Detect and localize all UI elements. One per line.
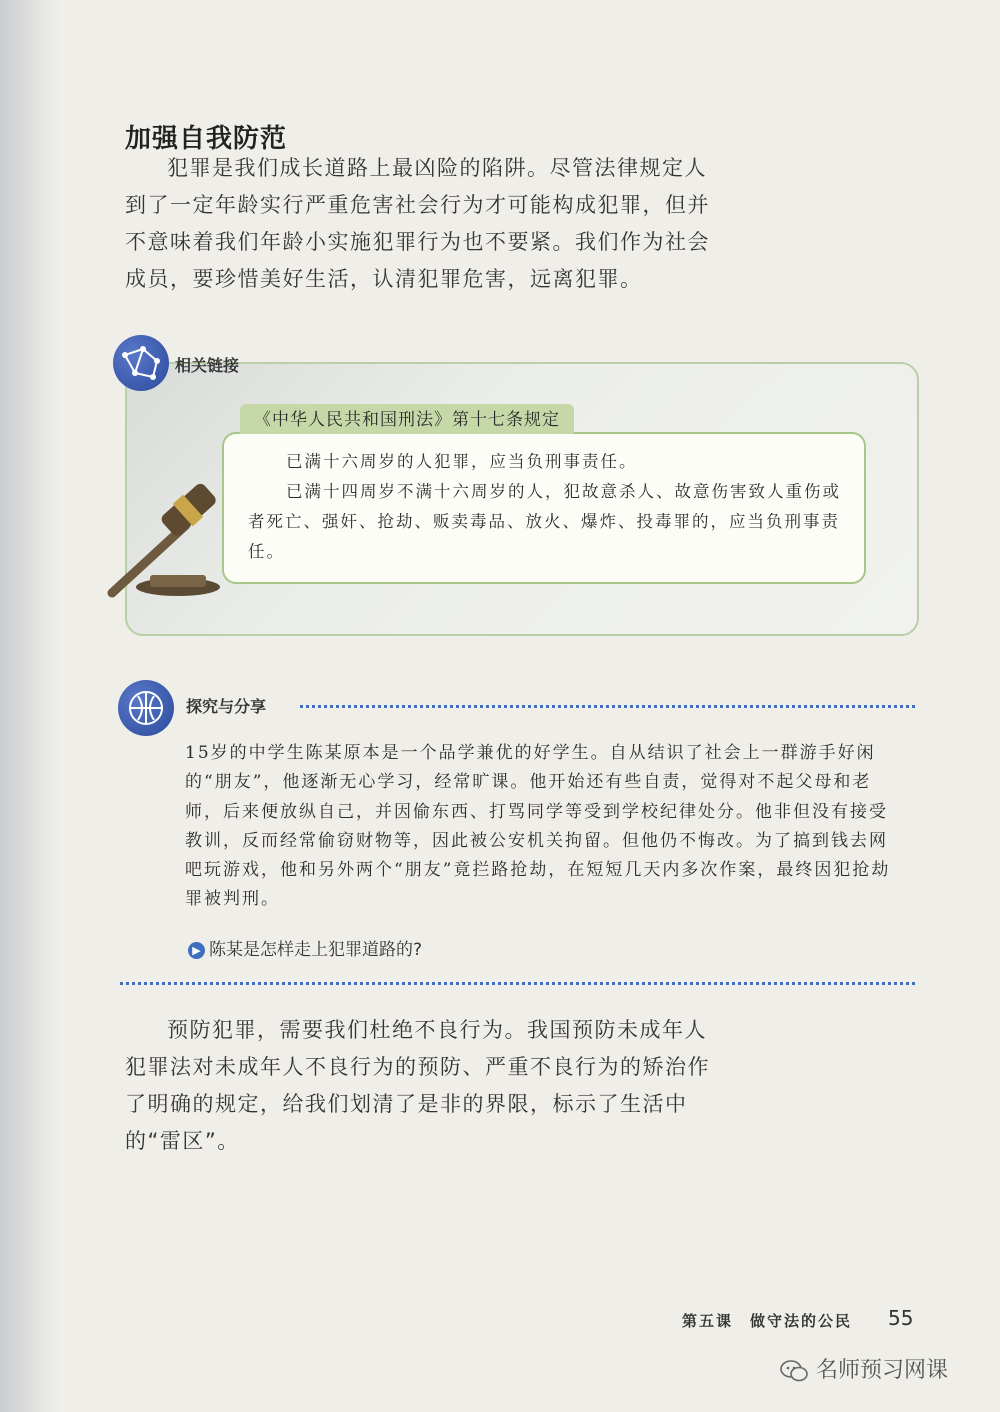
network-icon	[113, 335, 169, 391]
law-text-line1: 已满十六周岁的人犯罪，应当负刑事责任。	[286, 452, 638, 471]
law-title: 《中华人民共和国刑法》第十七条规定	[240, 404, 574, 434]
prevention-paragraph: 预防犯罪，需要我们杜绝不良行为。我国预防未成年人犯罪法对未成年人不良行为的预防、严重不良行为的矫治作了明确的规定，给我们划清了是非的界限，标示了生活中的“雷区”。	[125, 1018, 710, 1153]
discussion-question	[188, 935, 422, 960]
wechat-icon	[780, 1360, 808, 1382]
question-text: 陈某是怎样走上犯罪道路的?	[209, 940, 423, 960]
gavel-icon	[100, 475, 240, 605]
section-title: 加强自我防范	[125, 124, 288, 154]
intro-paragraph: 犯罪是我们成长道路上最凶险的陷阱。尽管法律规定人到了一定年龄实行严重危害社会行为才可能构成犯罪，但并不意味着我们年龄小实施犯罪行为也不要紧。我们作为社会成员，要珍惜美好生活，认清犯罪危害，远离犯罪。	[125, 156, 710, 291]
watermark	[780, 1353, 948, 1384]
dotted-divider-bottom	[120, 982, 915, 985]
watermark-text: 名师预习网课	[816, 1358, 949, 1383]
law-text-line2: 已满十四周岁不满十六周岁的人，犯故意杀人、故意伤害致人重伤或者死亡、强奸、抢劫、贩卖毒品、放火、爆炸、投毒罪的，应当负刑事责任。	[248, 482, 841, 561]
dotted-divider-top	[300, 705, 915, 708]
explore-label: 探究与分享	[186, 697, 267, 716]
case-story: 15岁的中学生陈某原本是一个品学兼优的好学生。自从结识了社会上一群游手好闲的“朋友”，他逐渐无心学习，经常旷课。他开始还有些自责，觉得对不起父母和老师，后来便放纵自己，并因偷东西、打骂同学等受到学校纪律处分。他非但没有接受教训，反而经常偷窃财物等，因此被公安机关拘留。但他仍不悔改。为了搞到钱去网吧玩游戏，他和另外两个“朋友”竟拦路抢劫，在短短几天内多次作案，最终因犯抢劫罪被判刑。	[185, 743, 891, 910]
page-number: 55	[888, 1306, 914, 1330]
arrow-right-icon: ▶	[188, 942, 205, 959]
related-link-label: 相关链接	[175, 356, 240, 375]
footer-lesson-title: 第五课 做守法的公民	[682, 1312, 853, 1330]
puzzle-globe-icon	[118, 680, 174, 736]
page-binding-shadow	[0, 0, 60, 1412]
